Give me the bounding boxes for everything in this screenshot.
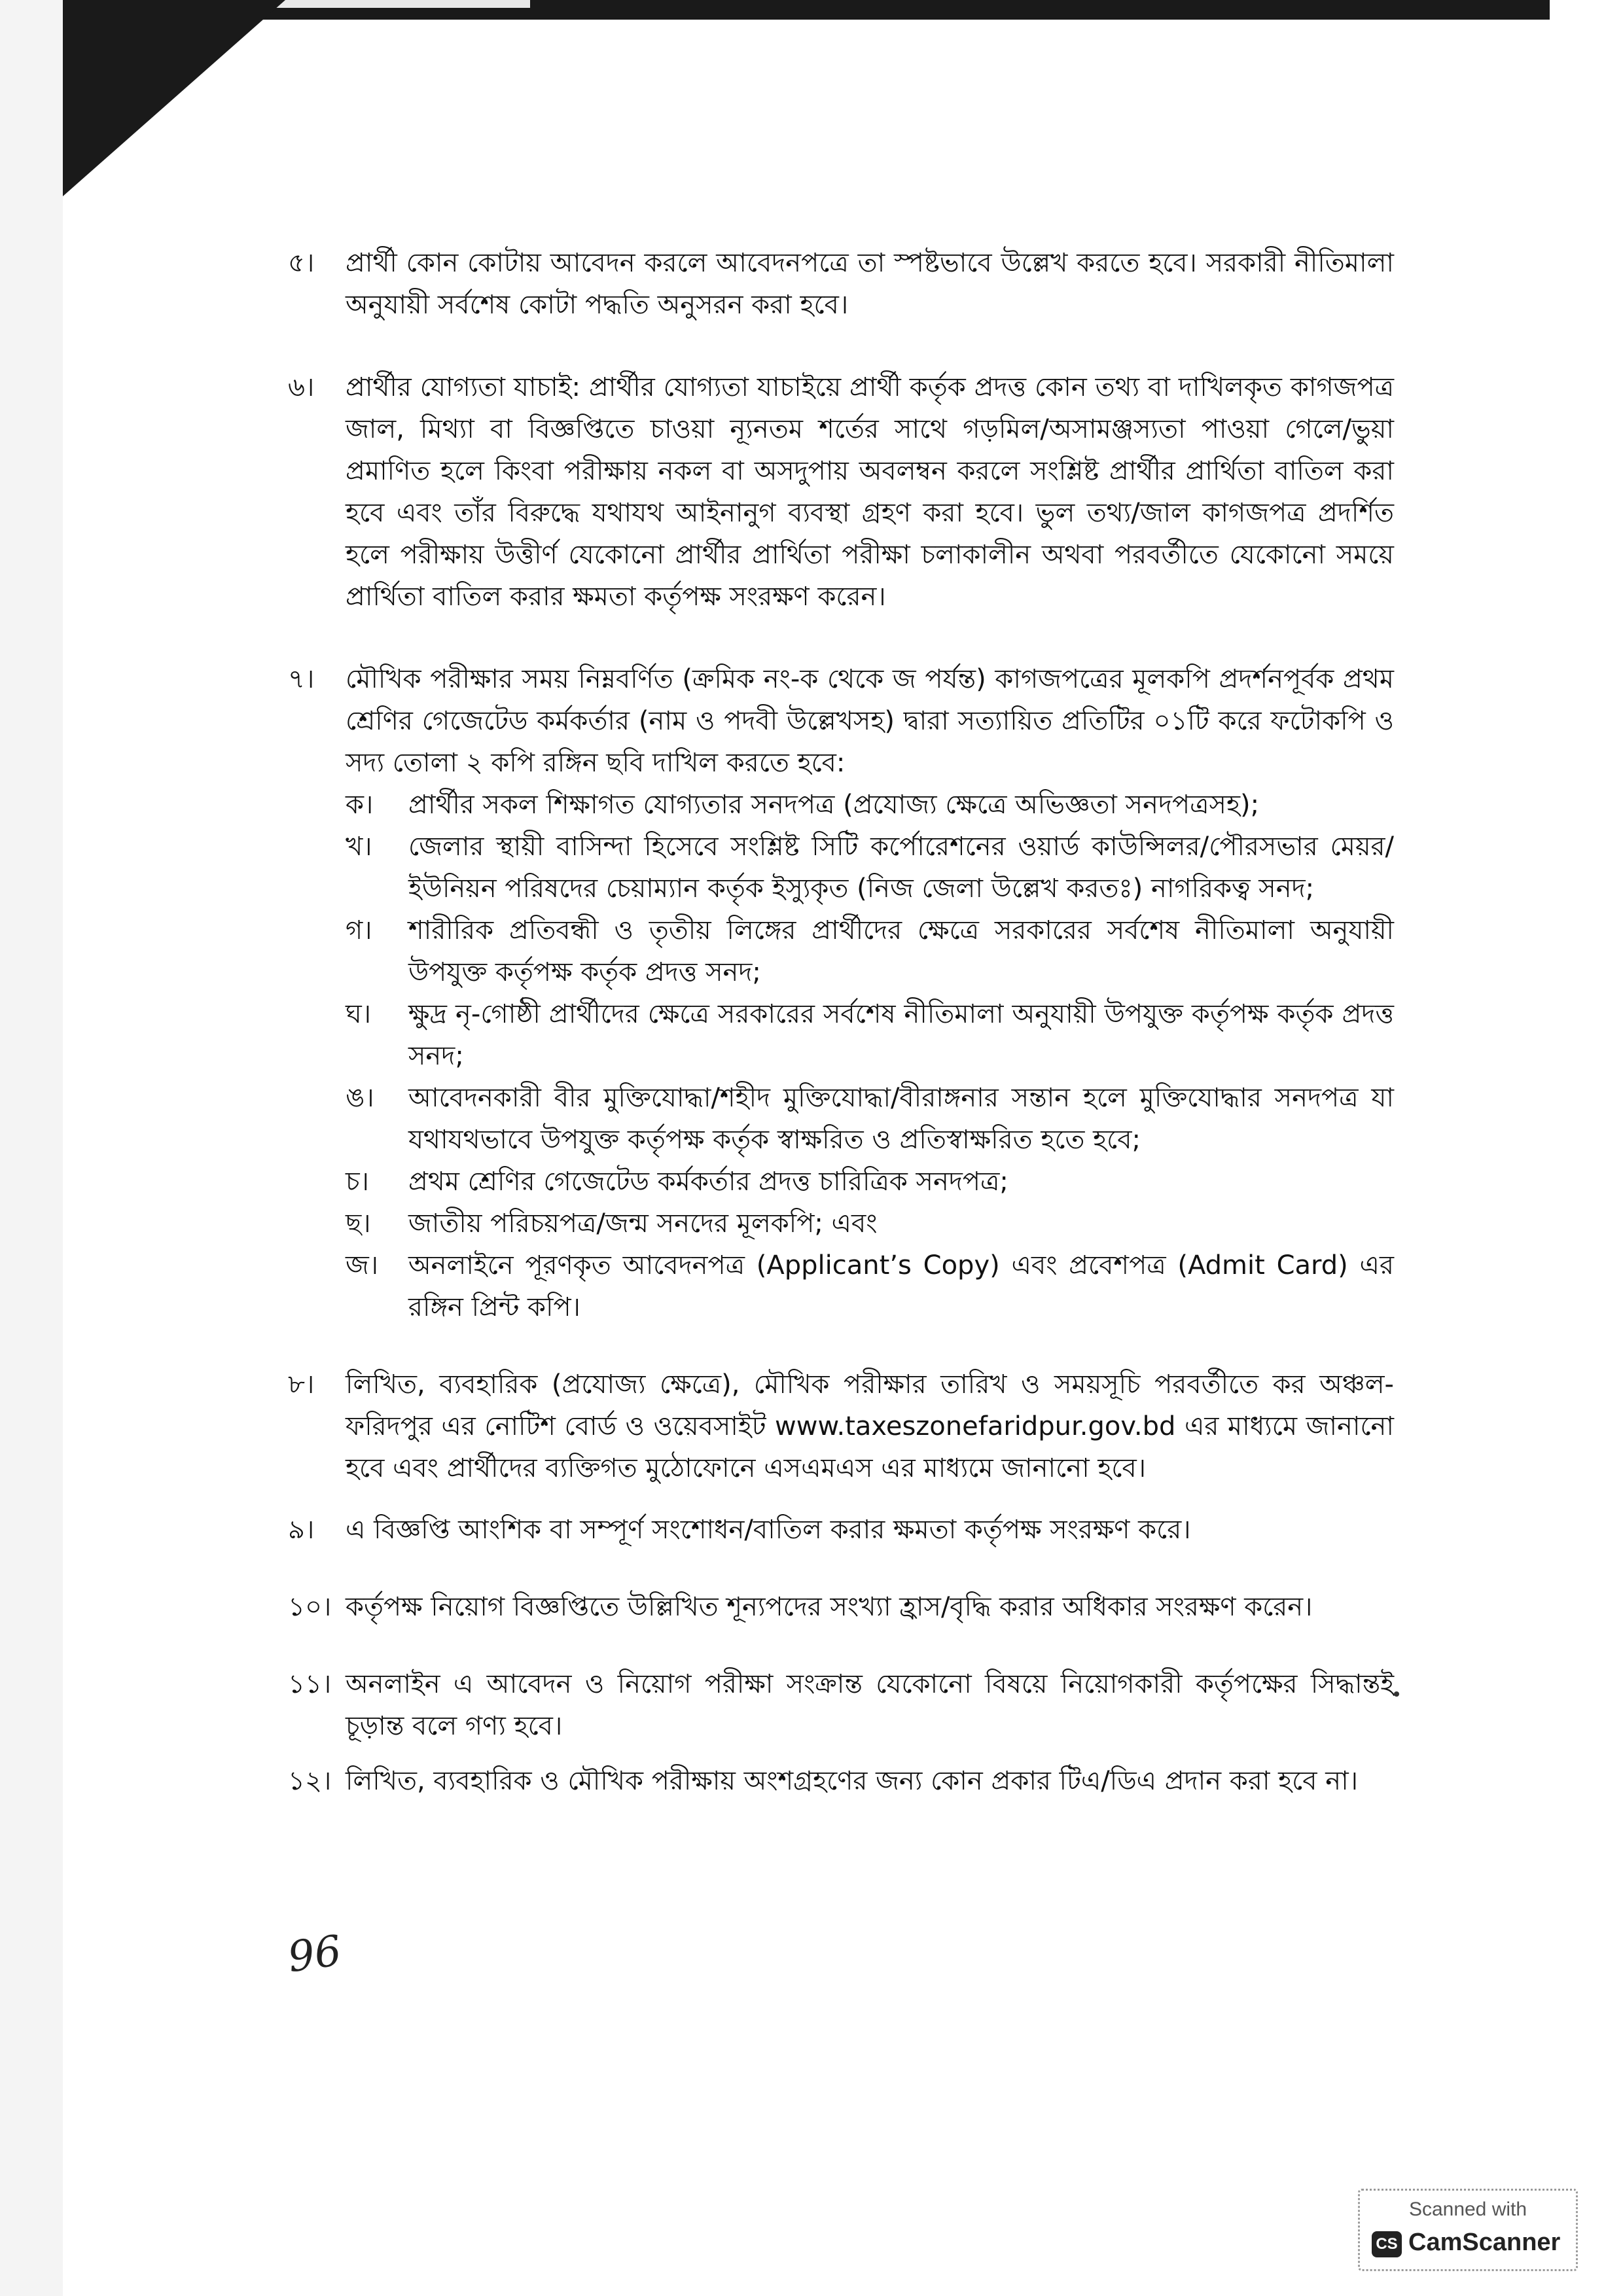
sub-item-text: শারীরিক প্রতিবন্ধী ও তৃতীয় লিঙ্গের প্রার্থীদের ক্ষেত্রে সরকারের সর্বশেষ নীতিমালা অনুযায়ী উপযুক্ত কর্তৃপক্ষ কর্তৃক প্রদত্ত সনদ; bbox=[408, 915, 1394, 987]
clause-7 bbox=[288, 658, 1394, 784]
clause-11 bbox=[288, 1663, 1394, 1747]
sub-item-text: জাতীয় পরিচয়পত্র/জন্ম সনদের মূলকপি; এবং bbox=[408, 1209, 878, 1239]
sub-item-number: ছ। bbox=[346, 1209, 371, 1239]
watermark-caption: Scanned with bbox=[1408, 2199, 1527, 2220]
sub-item-number: খ। bbox=[346, 832, 372, 862]
watermark-app-name: CamScanner bbox=[1408, 2229, 1561, 2256]
scan-dot-artifact bbox=[1394, 1691, 1399, 1697]
clause-10 bbox=[288, 1586, 1394, 1628]
sub-item-text: অনলাইনে পূরণকৃত আবেদনপত্র (Applicant’s Copy) এবং প্রবেশপত্র (Admit Card) এর রঙ্গিন প্রিন্ট কপি। bbox=[408, 1250, 1394, 1322]
sub-item-text: প্রার্থীর সকল শিক্ষাগত যোগ্যতার সনদপত্র (প্রযোজ্য ক্ষেত্রে অভিজ্ঞতা সনদপত্রসহ); bbox=[408, 790, 1260, 820]
clause-12 bbox=[288, 1760, 1394, 1802]
clause-number: ১১। bbox=[288, 1669, 332, 1699]
sub-item-kha bbox=[346, 826, 1394, 910]
clause-6 bbox=[288, 366, 1394, 618]
scan-corner-shadow bbox=[63, 0, 285, 196]
sub-item-ja bbox=[346, 1245, 1394, 1328]
camscanner-watermark bbox=[1358, 2189, 1578, 2271]
clause-number: ৭। bbox=[288, 664, 315, 694]
clause-8 bbox=[288, 1364, 1394, 1489]
sub-item-number: ক। bbox=[346, 790, 374, 820]
scan-left-margin bbox=[0, 0, 63, 2296]
clause-number: ৯। bbox=[288, 1515, 315, 1545]
clause-text: লিখিত, ব্যবহারিক ও মৌখিক পরীক্ষায় অংশগ্রহণের জন্য কোন প্রকার টিএ/ডিএ প্রদান করা হবে না। bbox=[346, 1766, 1359, 1796]
clause-number: ৮। bbox=[288, 1369, 315, 1400]
sub-item-uma bbox=[346, 1077, 1394, 1161]
sub-item-text: জেলার স্থায়ী বাসিন্দা হিসেবে সংশ্লিষ্ট সিটি কর্পোরেশনের ওয়ার্ড কাউন্সিলর/পৌরসভার মেয়র/ইউনিয়ন পরিষদের চেয়াম্যান কর্তৃক ইস্যুকৃত (নিজ জেলা উল্লেখ করতঃ) নাগরিকত্ব সনদ; bbox=[408, 832, 1394, 904]
sub-item-text: আবেদনকারী বীর মুক্তিযোদ্ধা/শহীদ মুক্তিযোদ্ধা/বীরাঙ্গনার সন্তান হলে মুক্তিযোদ্ধার সনদপত্র যা যথাযথভাবে উপযুক্ত কর্তৃপক্ষ কর্তৃক স্বাক্ষরিত ও প্রতিস্বাক্ষরিত হতে হবে; bbox=[408, 1083, 1394, 1155]
sub-item-text: ক্ষুদ্র নৃ-গোষ্ঠী প্রার্থীদের ক্ষেত্রে সরকারের সর্বশেষ নীতিমালা অনুযায়ী উপযুক্ত কর্তৃপক্ষ কর্তৃক প্রদত্ত সনদ; bbox=[408, 999, 1394, 1071]
clause-text: প্রার্থীর যোগ্যতা যাচাই: প্রার্থীর যোগ্যতা যাচাইয়ে প্রার্থী কর্তৃক প্রদত্ত কোন তথ্য বা দাখিলকৃত কাগজপত্র জাল, মিথ্যা বা বিজ্ঞপ্তিতে চাওয়া ন্যূনতম শর্তের সাথে গড়মিল/অসামঞ্জস্যতা পাওয়া গেলে/ভুয়া প্রমাণিত হলে কিংবা পরীক্ষায় নকল বা অসদুপায় অবলম্বন করলে সংশ্লিষ্ট প্রার্থীর প্রার্থিতা বাতিল করা হবে এবং তাঁর বিরুদ্ধে যথাযথ আইনানুগ ব্যবস্থা গ্রহণ করা হবে। ভুল তথ্য/জাল কাগজপত্র প্রদর্শিত হলে পরীক্ষায় উত্তীর্ণ যেকোনো প্রার্থীর প্রার্থিতা পরীক্ষা চলাকালীন অথবা পরবর্তীতে যেকোনো সময়ে প্রার্থিতা বাতিল করার ক্ষমতা কর্তৃপক্ষ সংরক্ষণ করেন। bbox=[346, 372, 1394, 612]
clause-number: ৫। bbox=[288, 248, 315, 278]
sub-item-text: প্রথম শ্রেণির গেজেটেড কর্মকর্তার প্রদত্ত চারিত্রিক সনদপত্র; bbox=[408, 1167, 1008, 1197]
sub-item-number: ঘ। bbox=[346, 999, 372, 1029]
clause-text: মৌখিক পরীক্ষার সময় নিম্নবর্ণিত (ক্রমিক নং-ক থেকে জ পর্যন্ত) কাগজপত্রের মূলকপি প্রদর্শনপূর্বক প্রথম শ্রেণির গেজেটেড কর্মকর্তার (নাম ও পদবী উল্লেখসহ) দ্বারা সত্যায়িত প্রতিটির ০১টি করে ফটোকপি ও সদ্য তোলা ২ কপি রঙ্গিন ছবি দাখিল করতে হবে: bbox=[346, 664, 1394, 778]
clause-9 bbox=[288, 1509, 1394, 1551]
sub-item-number: গ। bbox=[346, 915, 372, 945]
clause-number: ৬। bbox=[288, 372, 315, 402]
sub-item-gha bbox=[346, 993, 1394, 1077]
sub-item-number: ঙ। bbox=[346, 1083, 374, 1113]
clause-text: প্রার্থী কোন কোটায় আবেদন করলে আবেদনপত্রে তা স্পষ্টভাবে উল্লেখ করতে হবে। সরকারী নীতিমালা অনুযায়ী সর্বশেষ কোটা পদ্ধতি অনুসরন করা হবে। bbox=[346, 248, 1394, 320]
clause-number: ১২। bbox=[288, 1766, 332, 1796]
sub-item-ka bbox=[346, 784, 1394, 826]
notice-body bbox=[288, 242, 1394, 1802]
clause-text: এ বিজ্ঞপ্তি আংশিক বা সম্পূর্ণ সংশোধন/বাতিল করার ক্ষমতা কর্তৃপক্ষ সংরক্ষণ করে। bbox=[346, 1515, 1191, 1545]
clause-number: ১০। bbox=[288, 1592, 332, 1622]
clause-text: লিখিত, ব্যবহারিক (প্রযোজ্য ক্ষেত্রে), মৌখিক পরীক্ষার তারিখ ও সময়সূচি পরবর্তীতে কর অঞ্চল-ফরিদপুর এর নোটিশ বোর্ড ও ওয়েবসাইট www.taxeszonefaridpur.gov.bd এর মাধ্যমে জানানো হবে এবং প্রার্থীদের ব্যক্তিগত মুঠোফোনে এসএমএস এর মাধ্যমে জানানো হবে। bbox=[346, 1369, 1394, 1483]
sub-item-number: জ। bbox=[346, 1250, 379, 1280]
sub-item-ga bbox=[346, 910, 1394, 993]
sub-item-chha bbox=[346, 1203, 1394, 1245]
clause-text: অনলাইন এ আবেদন ও নিয়োগ পরীক্ষা সংক্রান্ত যেকোনো বিষয়ে নিয়োগকারী কর্তৃপক্ষের সিদ্ধান্তই চূড়ান্ত বলে গণ্য হবে। bbox=[346, 1669, 1394, 1741]
scan-right-margin bbox=[1550, 0, 1623, 2296]
sub-item-number: চ। bbox=[346, 1167, 369, 1197]
sub-item-cha bbox=[346, 1161, 1394, 1203]
handwritten-initials: 96 bbox=[285, 1926, 345, 1983]
camscanner-logo-icon: CS bbox=[1372, 2231, 1402, 2257]
clause-7-sublist bbox=[288, 784, 1394, 1328]
clause-text: কর্তৃপক্ষ নিয়োগ বিজ্ঞপ্তিতে উল্লিখিত শূন্যপদের সংখ্যা হ্রাস/বৃদ্ধি করার অধিকার সংরক্ষণ করেন। bbox=[346, 1592, 1313, 1622]
clause-5 bbox=[288, 242, 1394, 326]
